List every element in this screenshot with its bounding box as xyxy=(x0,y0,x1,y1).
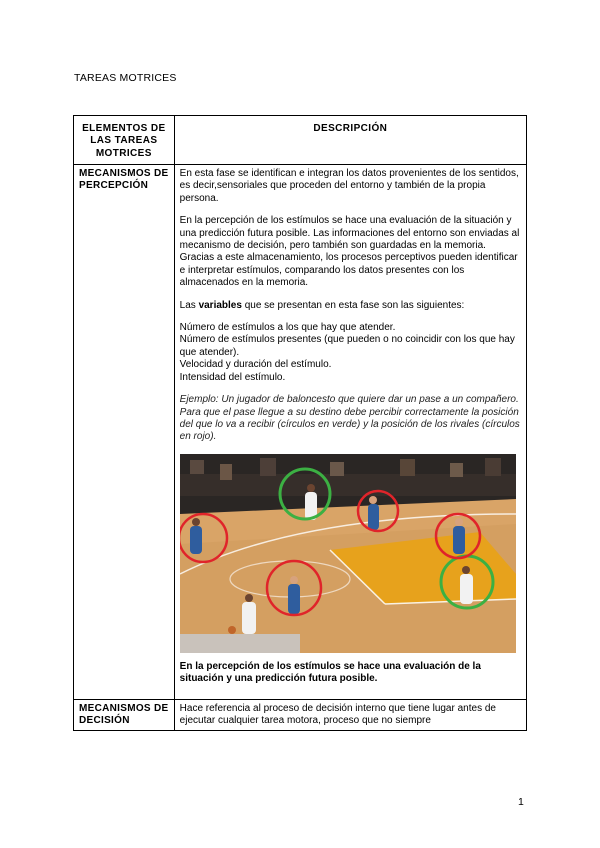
variables-bold-word: variables xyxy=(198,299,242,311)
tasks-table xyxy=(73,115,527,731)
variables-intro-suffix: que se presentan en esta fase son las siguientes: xyxy=(241,299,465,311)
table-row xyxy=(74,165,527,700)
row-desc-decision xyxy=(174,699,526,731)
row-label-perception: MECANISMOS DE PERCEPCIÓN xyxy=(74,165,175,700)
list-item: Intensidad del estímulo. xyxy=(179,371,286,383)
row-label-decision: MECANISMOS DE DECISIÓN xyxy=(74,699,175,731)
page-number: 1 xyxy=(518,796,524,808)
table-header-row xyxy=(74,116,527,165)
basketball-photo xyxy=(180,454,516,653)
row-desc-perception xyxy=(174,165,526,700)
photo-caption: En la percepción de los estímulos se hace una evaluación de la situación y una predicción futura posible. xyxy=(179,660,481,685)
list-item: Velocidad y duración del estímulo. xyxy=(179,359,332,371)
header-desc-cell: DESCRIPCIÓN xyxy=(174,116,526,165)
variables-intro xyxy=(180,300,521,312)
list-item: Número de estímulos presentes (que pueden o no coincidir con los que hay que atender). xyxy=(179,334,515,358)
basketball xyxy=(228,626,236,634)
sideline-banner xyxy=(180,634,300,653)
basketball-court-illustration xyxy=(180,454,516,653)
list-item: Número de estímulos a los que hay que atender. xyxy=(179,322,396,334)
table-row xyxy=(74,699,527,731)
header-label-cell: ELEMENTOS DE LAS TAREAS MOTRICES xyxy=(74,116,175,165)
decision-paragraph: Hace referencia al proceso de decisión interno que tiene lugar antes de ejecutar cualquier tarea motora, proceso que no siempre xyxy=(179,702,496,726)
variables-intro-prefix: Las xyxy=(179,299,199,311)
perception-paragraph-1: En esta fase se identifican e integran los datos provenientes de los sentidos, es decir,sensoriales que proceden del entorno y también de la propia persona. xyxy=(179,168,519,204)
document-title: TAREAS MOTRICES xyxy=(74,72,177,84)
perception-paragraph-2: En la percepción de los estímulos se hace una evaluación de la situación y una predicción futura posible. Las informaciones del entorno son enviadas al mecanismo de decisión, pero también son guardadas en la memoria. Gracias a este almacenamiento, los procesos perceptivos pueden identificar e interpretar estímulos, comparando los datos presentes con los almacenados en la memoria. xyxy=(179,215,520,289)
basketball-example: Ejemplo: Un jugador de baloncesto que quiere dar un pase a un compañero. Para que el pase llegue a su destino debe percibir correctamente la posición del que lo va a recibir (círculos en verde) y la posición de los rivales (círculos en rojo). xyxy=(179,394,520,443)
variables-list xyxy=(180,322,521,384)
